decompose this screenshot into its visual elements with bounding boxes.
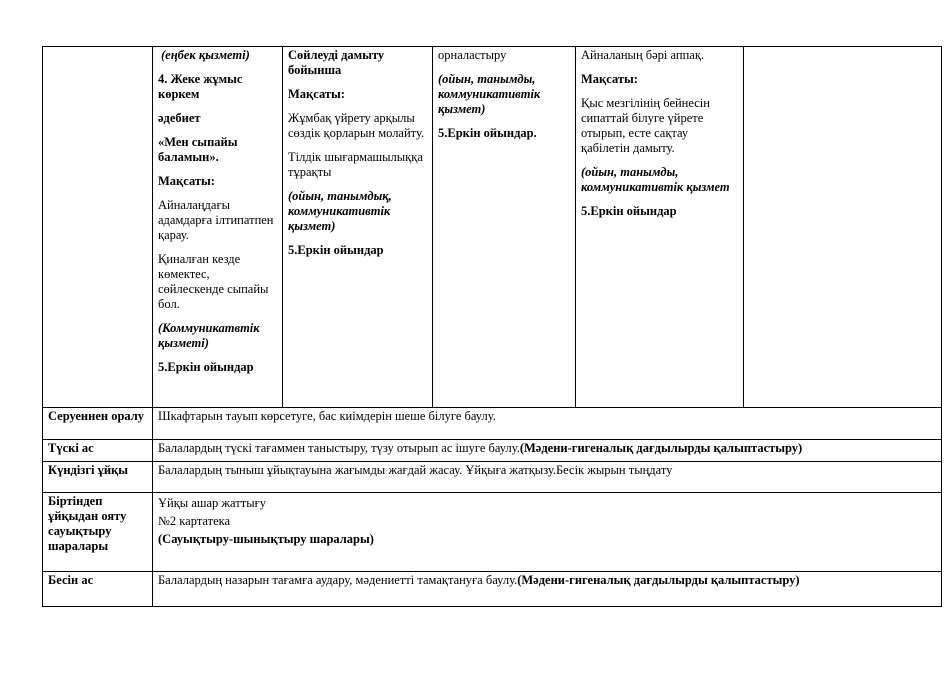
row-label: Серуеннен оралу	[43, 408, 153, 440]
row-text-emphasis: (Мәдени-гигеналық дағдылырды қалыптастыру)	[519, 441, 803, 455]
cell-line: әдебиет	[158, 111, 201, 125]
schedule-row	[43, 408, 942, 440]
row-content	[153, 462, 942, 493]
cell-line: 5.Еркін ойындар	[581, 204, 677, 218]
row-content	[153, 572, 942, 607]
row-text: Балалардың тыныш ұйықтауына жағымды жағдай жасау. Ұйқыға жатқызу.Бесік жырын тыңдату	[158, 463, 673, 477]
row-text: Шкафтарын тауып көрсетуге, бас киімдерін шеше білуге баулу.	[158, 409, 496, 423]
cell-line: орналастыру	[438, 48, 507, 62]
row-content	[153, 408, 942, 440]
cell-line: (еңбек қызметі)	[161, 48, 250, 62]
schedule-row	[43, 493, 942, 572]
row-label: Түскі ас	[43, 440, 153, 462]
cell-line: Айналаңдағы адамдарға ілтипатпен қарау.	[158, 198, 274, 242]
cell-line: Айналаның бәрі аппақ.	[581, 48, 705, 62]
schedule-row	[43, 572, 942, 607]
schedule-row	[43, 440, 942, 462]
activities-row	[43, 47, 942, 408]
activity-cell-4	[576, 47, 744, 408]
cell-line: (Коммуникатвтік қызметі)	[158, 321, 260, 350]
activity-cell-5	[744, 47, 942, 408]
cell-line: 4. Жеке жұмыс көркем	[158, 72, 243, 101]
cell-line: Тілдік шығармашылыққа тұрақты	[288, 150, 423, 179]
cell-line: Мақсаты:	[581, 72, 638, 86]
row-label: Бесін ас	[43, 572, 153, 607]
cell-line: Мақсаты:	[288, 87, 345, 101]
schedule-table	[42, 46, 942, 607]
row-content	[153, 493, 942, 572]
row-label: Күндізгі ұйқы	[43, 462, 153, 493]
cell-line: Қыс мезгілінің бейнесін сипаттай білуге үйрете отырып, есте сақтау қабілетін дамыту.	[581, 96, 710, 155]
row-label-empty	[43, 47, 153, 408]
activity-cell-2	[283, 47, 433, 408]
cell-line: (ойын, танымды, коммуникативтік қызмет	[581, 165, 730, 194]
row-text-emphasis: (Мәдени-гигеналық дағдылырды қалыптастыру)	[517, 573, 800, 587]
cell-line: «Мен сыпайы баламын».	[158, 135, 238, 164]
cell-line: Мақсаты:	[158, 174, 215, 188]
cell-line: (ойын, танымдық, коммуникативтік қызмет)	[288, 189, 392, 233]
row-content	[153, 440, 942, 462]
cell-line: (ойын, танымды, коммуникативтік қызмет)	[438, 72, 541, 116]
cell-line: Қиналған кезде көмектес, сөйлескенде сыпайы бол.	[158, 252, 269, 311]
cell-line: Жұмбақ үйрету арқылы сөздік қорларын молайту.	[288, 111, 425, 140]
row-text: Ұйқы ашар жаттығу	[158, 496, 266, 510]
activity-cell-1	[153, 47, 283, 408]
activity-cell-3	[433, 47, 576, 408]
row-text: Балалардың назарын тағамға аудару, мәдениетті тамақтануға баулу.	[158, 573, 518, 587]
cell-line: 5.Еркін ойындар	[158, 360, 254, 374]
cell-line: 5.Еркін ойындар.	[438, 126, 537, 140]
cell-line: 5.Еркін ойындар	[288, 243, 384, 257]
schedule-row	[43, 462, 942, 493]
cell-line: Сөйлеуді дамыту бойынша	[288, 48, 385, 77]
row-label: Біртіндеп ұйқыдан ояту сауықтыру шаралары	[43, 493, 153, 572]
row-text: №2 картатека	[158, 514, 231, 528]
row-text: Балалардың түскі тағаммен таныстыру, түзу отырып ас ішуге баулу.	[158, 441, 520, 455]
row-text: (Сауықтыру-шынықтыру шаралары)	[158, 532, 374, 546]
